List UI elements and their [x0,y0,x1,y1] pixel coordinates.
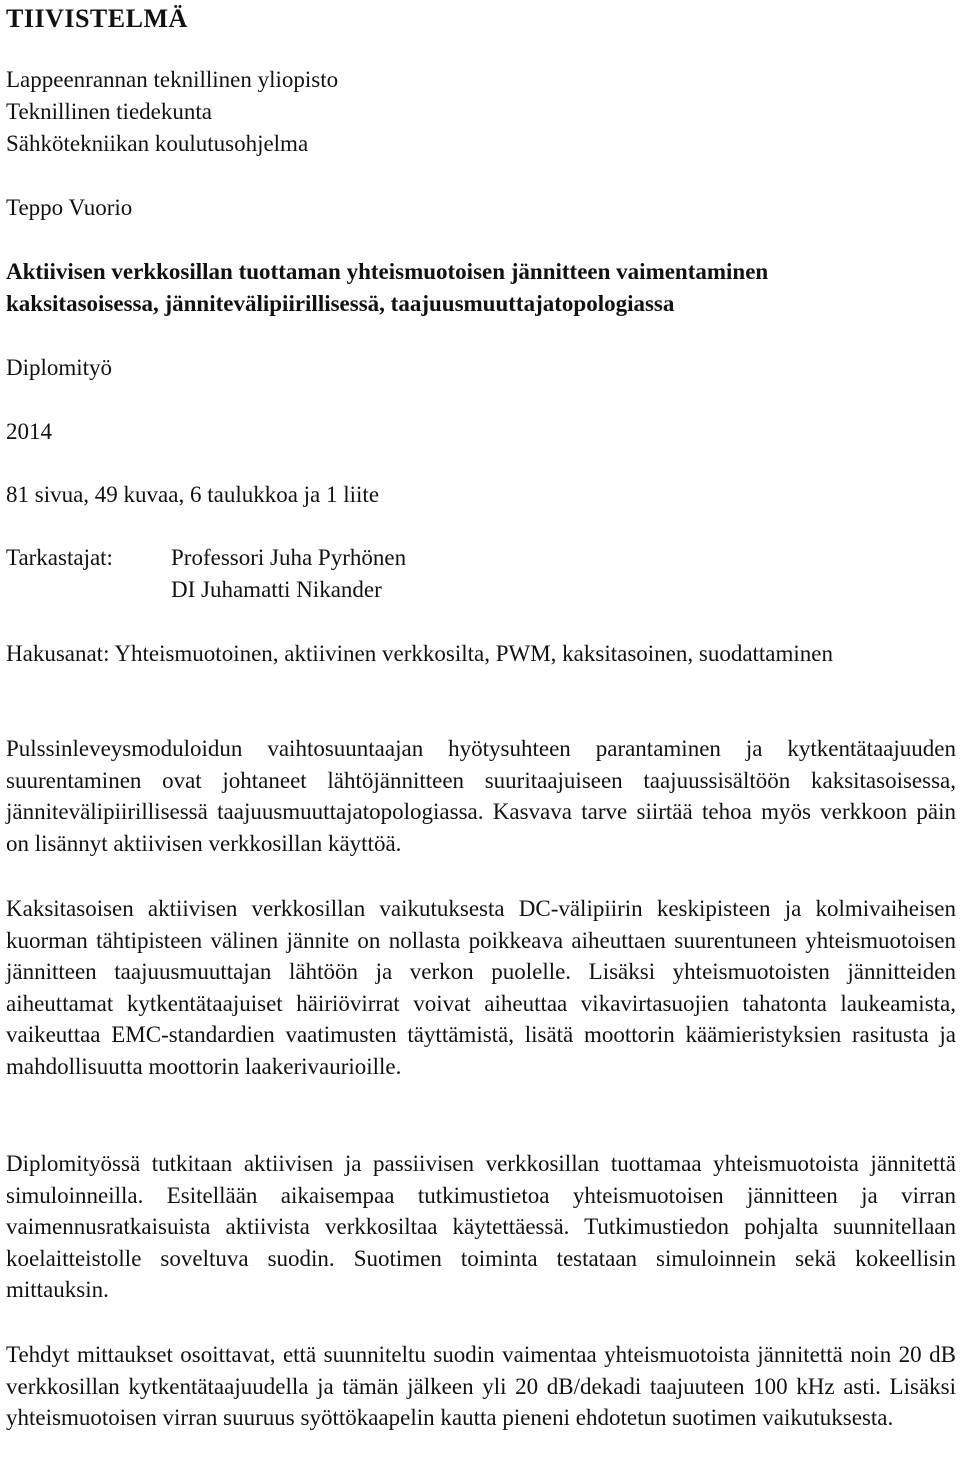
keywords: Hakusanat: Yhteismuotoinen, aktiivinen verkkosilta, PWM, kaksitasoinen, suodattaminen [6,641,834,666]
reviewer-1: Professori Juha Pyrhönen [171,545,407,570]
abstract-paragraph-4: Tehdyt mittaukset osoittavat, että suunniteltu suodin vaimentaa yhteismuotoista jännitettä noin 20 dB verkkosillan kytkentätaajuudella ja tämän jälkeen yli 20 dB/dekadi taajuuteen 100 kHz asti. Lisäksi yhteismuotoisen virran suuruus syöttökaapelin kautta pieneni ehdotetun suotimen vaikutuksesta. [6,1342,956,1430]
abstract-paragraph-3: Diplomityössä tutkitaan aktiivisen ja passiivisen verkkosillan tuottamaa yhteismuotoista jännitettä simuloinneilla. Esitellään aikaisempaa tutkimustietoa yhteismuotoisen jännitteen ja virran vaimennusratkaisuista aktiivista verkkosiltaa käytettäessä. Tutkimustiedon pohjalta suunnitellaan koelaitteistolle soveltuva suodin. Suotimen toiminta testataan simuloinnein sekä kokeellisin mittauksin. [6,1151,956,1302]
thesis-title-line-1: Aktiivisen verkkosillan tuottaman yhteismuotoisen jännitteen vaimentaminen [6,259,769,284]
abstract-paragraph-2: Kaksitasoisen aktiivisen verkkosillan vaikutuksesta DC-välipiirin keskipisteen ja kolmivaiheisen kuorman tähtipisteen välinen jännite on nollasta poikkeava aiheuttaen suurentuneen yhteismuotoisen jännitteen taajuusmuuttajan lähtöön ja verkon puolelle. Lisäksi yhteismuotoisten jännitteiden aiheuttamat kytkentätaajuiset häiriövirrat voivat aiheuttaa vikavirtasuojien tahatonta laukeamista, vaikeuttaa EMC-standardien vaatimusten täyttämistä, lisätä moottorin käämieristyksien rasitusta ja mahdollisuutta moottorin laakerivaurioille. [6,896,956,1079]
faculty: Teknillinen tiedekunta [6,99,212,124]
degree-program: Sähkötekniikan koulutusohjelma [6,131,309,156]
abstract-paragraph-1: Pulssinleveysmoduloidun vaihtosuuntaajan hyötysuhteen parantaminen ja kytkentätaajuuden suurentaminen ovat johtaneet lähtöjännitteen suuritaajuiseen taajuussisältöön kaksitasoisessa, jännitevälipiirillisessä taajuusmuuttajatopologiassa. Kasvava tarve siirtää tehoa myös verkkoon päin on lisännyt aktiivisen verkkosillan käyttöä. [6,736,956,856]
reviewer-2: DI Juhamatti Nikander [171,577,382,602]
page-heading: TIIVISTELMÄ [6,4,188,33]
thesis-type: Diplomityö [6,355,113,380]
reviewers-label: Tarkastajat: [6,545,113,570]
author-name: Teppo Vuorio [6,195,133,220]
thesis-year: 2014 [6,419,52,444]
thesis-extent: 81 sivua, 49 kuvaa, 6 taulukkoa ja 1 liite [6,482,380,507]
university: Lappeenrannan teknillinen yliopisto [6,67,339,92]
thesis-title-line-2: kaksitasoisessa, jännitevälipiirillisessä, taajuusmuuttajatopologiassa [6,291,675,316]
